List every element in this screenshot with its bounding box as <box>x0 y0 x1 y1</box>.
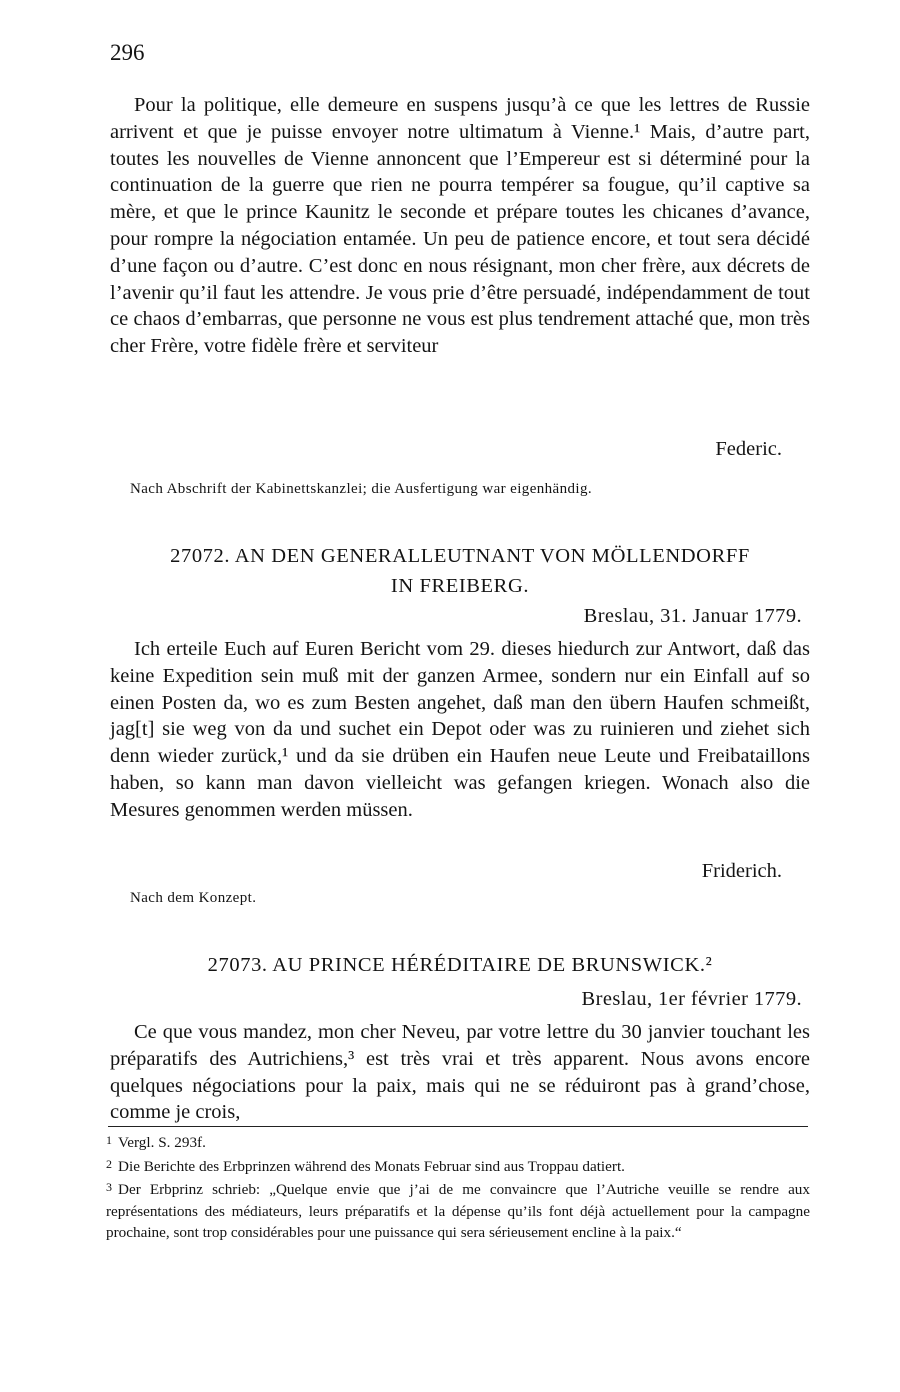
footnote-1-number: 1 <box>106 1133 112 1147</box>
footnote-2-text: Die Berichte des Erbprinzen während des Monats Februar sind aus Troppau datiert. <box>118 1157 625 1175</box>
footnote-1-text: Vergl. S. 293f. <box>118 1134 206 1151</box>
footnotes <box>106 1130 810 1244</box>
footnote-3-number: 3 <box>106 1180 112 1194</box>
footnote-2-number: 2 <box>106 1156 112 1171</box>
letter-2-source-note: Nach dem Konzept. <box>130 890 257 906</box>
page-number: 296 <box>110 40 145 65</box>
letter-1-text: Pour la politique, elle demeure en suspens jusqu’à ce que les lettres de Russie arrivent et que je puisse envoyer notre ultimatum à Vienne.¹ Mais, d’autre part, toutes les nouvelles de Vienne annoncent que l’Empereur est si déterminé pour la continuation de la guerre que rien ne pourra tempérer sa fougue, qu’il captive sa mère, et que le prince Kaunitz le seconde et prépare toutes les chicanes d’avance, pour rompre la négociation entamée. Un peu de patience encore, et tout sera décidé d’une façon ou d’autre. C’est donc en nous résignant, mon cher frère, aux décrets de l’avenir qu’il faut les attendre. Je vous prie d’être persuadé, indépendamment de tout ce chaos d’embarras, que personne ne vous est plus tendrement attaché que, mon très cher Frère, votre fidèle frère et serviteur <box>110 94 810 358</box>
letter-2-heading <box>110 541 810 601</box>
letter-3-text: Ce que vous mandez, mon cher Neveu, par votre lettre du 30 janvier touchant les préparatifs des Autrichiens,³ est très vrai et très apparent. Nous avons encore quelques négociations pour la paix, mais qui ne se réduiront pas à grand’chose, comme je crois, <box>110 1021 810 1124</box>
letter-3-date: Breslau, 1er février 1779. <box>581 988 802 1010</box>
letter-2-text: Ich erteile Euch auf Euren Bericht vom 29. dieses hiedurch zur Antwort, daß das keine Expedition sein muß mit der ganzen Armee, sondern nur ein Einfall auf so einen Posten da, wo es zum Besten angehet, daß man den übern Haufen schmeißt, jag[t] sie weg von da und suchet ein Depot oder was zu ruinieren und ziehet sich denn wieder zurück,¹ und da sie drüben ein Haufen neue Leute und Freibataillons haben, so kann man davon vielleicht was gefangen kriegen. Wonach also die Mesures genommen werden müssen. <box>110 638 810 821</box>
letter-1-body <box>110 92 810 360</box>
letter-3-heading: 27073. AU PRINCE HÉRÉDITAIRE DE BRUNSWICK.² <box>207 954 713 976</box>
footnote-2 <box>106 1154 810 1178</box>
footnote-3 <box>106 1177 810 1244</box>
footnote-1 <box>106 1130 810 1154</box>
footnote-3-text: Der Erbprinz schrieb: „Quelque envie que j’ai de me convaincre que l’Autriche veuille se rendre aux représentations des médiateurs, leurs préparatifs et la dépense qu’ils font déjà actuellement pour la campagne prochaine, sont trop considérables pour une puissance qui sera sérieusement encline à la paix.“ <box>106 1181 810 1241</box>
letter-1-signature: Federic. <box>715 438 782 460</box>
letter-1-source-note: Nach Abschrift der Kabinettskanzlei; die Ausfertigung war eigenhändig. <box>130 481 593 497</box>
letter-2-heading-line2: IN FREIBERG. <box>390 575 530 597</box>
letter-2-date: Breslau, 31. Januar 1779. <box>583 605 802 627</box>
footnote-rule <box>108 1126 808 1127</box>
letter-3-body <box>110 1019 810 1126</box>
letter-2-heading-line1: 27072. AN DEN GENERALLEUTNANT VON MÖLLENDORFF <box>170 545 750 567</box>
letter-2-body <box>110 636 810 824</box>
letter-2-signature: Friderich. <box>701 860 782 882</box>
